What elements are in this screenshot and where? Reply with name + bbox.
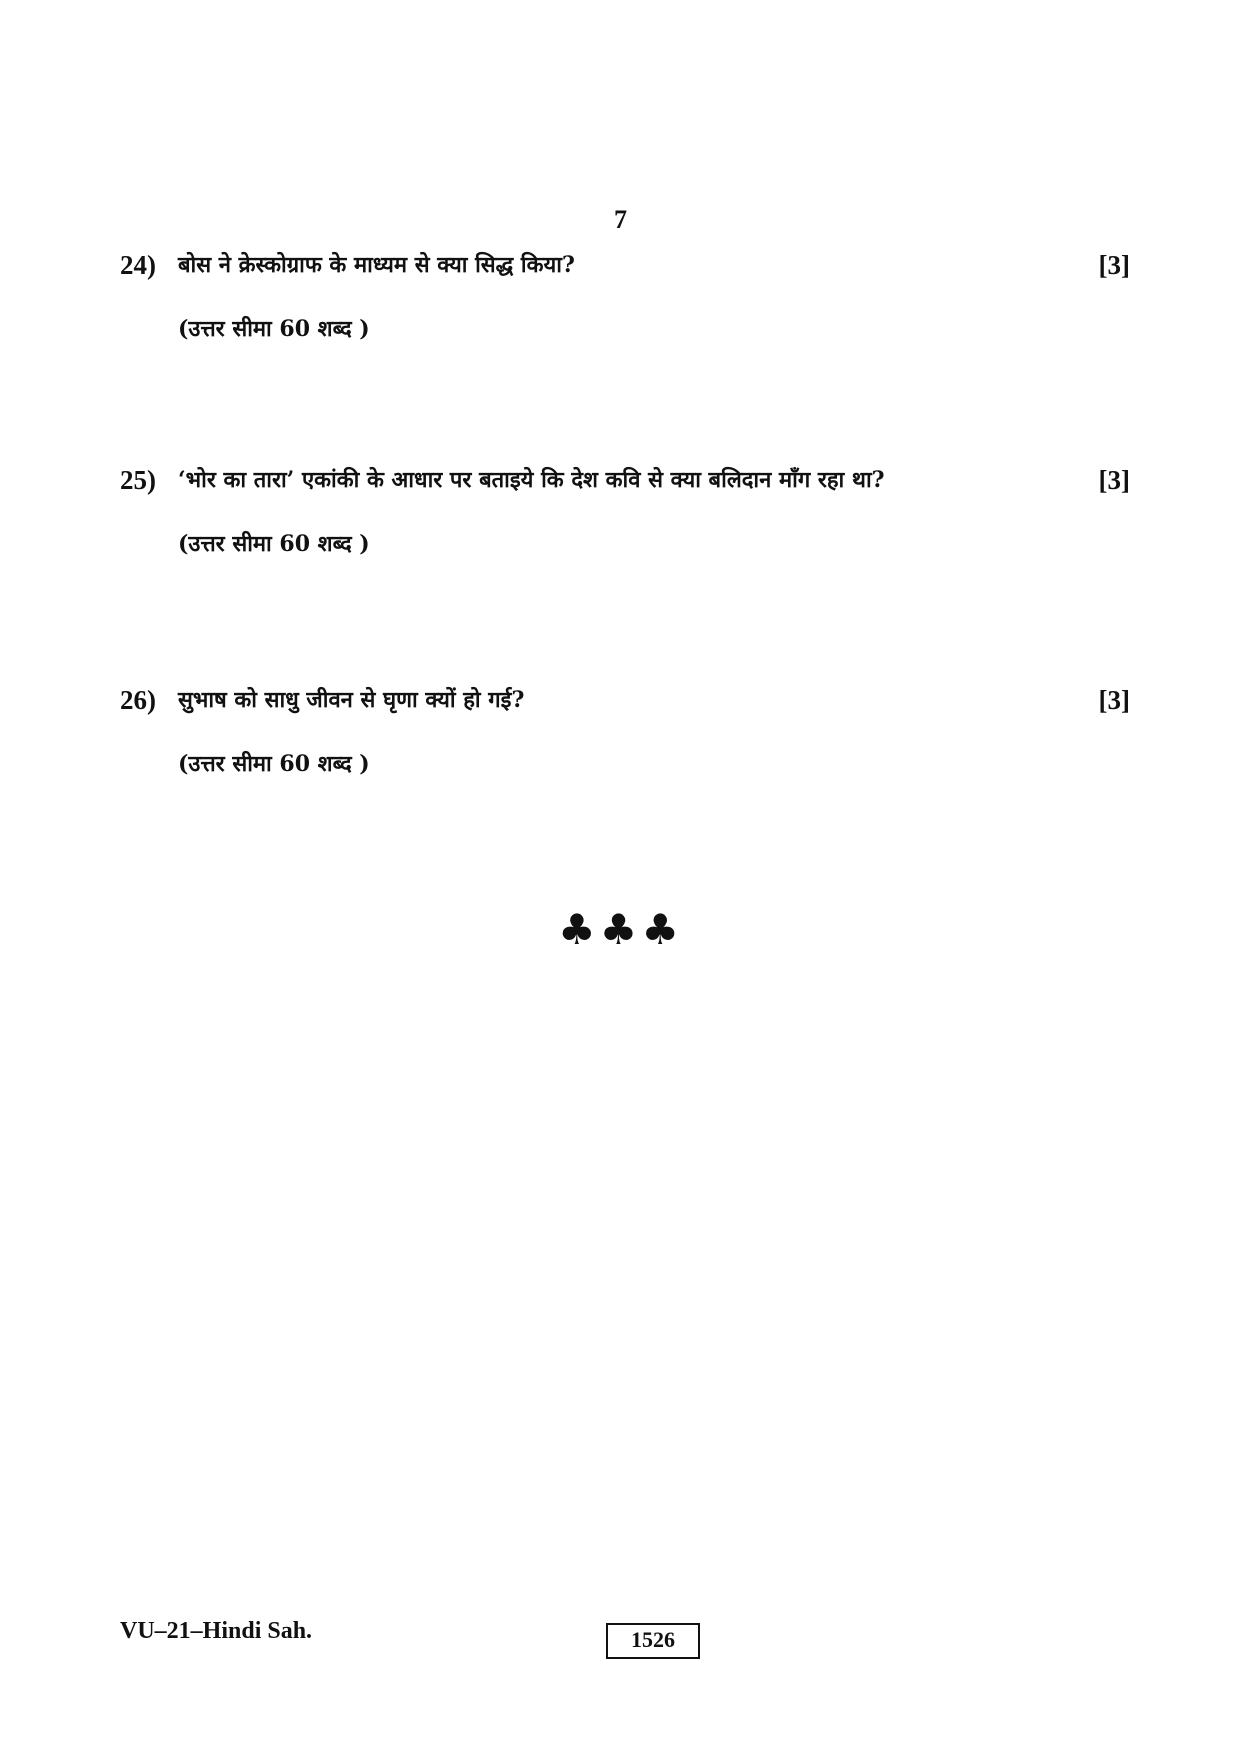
question-26	[120, 680, 1130, 778]
page-code-box: 1526	[606, 1623, 700, 1659]
question-25	[120, 460, 1130, 558]
word-limit: (उत्तर सीमा 60 शब्द )	[178, 316, 370, 342]
word-limit: (उत्तर सीमा 60 शब्द )	[178, 751, 370, 777]
question-number: 25)	[120, 465, 156, 495]
question-number: 26)	[120, 685, 156, 715]
question-marks: [3]	[1098, 250, 1130, 280]
question-line	[120, 460, 1130, 500]
page-number: 7	[614, 205, 627, 234]
question-24	[120, 245, 1130, 343]
question-marks: [3]	[1098, 465, 1130, 495]
question-text: बोस ने क्रेस्कोग्राफ के माध्यम से क्या सिद्ध किया?	[178, 252, 575, 278]
question-number: 24)	[120, 250, 156, 280]
end-of-paper-symbols: ♣♣♣	[558, 905, 683, 954]
question-line	[120, 245, 1130, 285]
paper-code: VU–21–Hindi Sah.	[120, 1618, 313, 1644]
question-text: ‘भोर का तारा’ एकांकी के आधार पर बताइये कि देश कवि से क्या बलिदान माँग रहा था?	[178, 467, 885, 493]
question-marks: [3]	[1098, 685, 1130, 715]
word-limit: (उत्तर सीमा 60 शब्द )	[178, 531, 370, 557]
question-text: सुभाष को साधु जीवन से घृणा क्यों हो गई?	[178, 687, 525, 713]
question-line	[120, 680, 1130, 720]
